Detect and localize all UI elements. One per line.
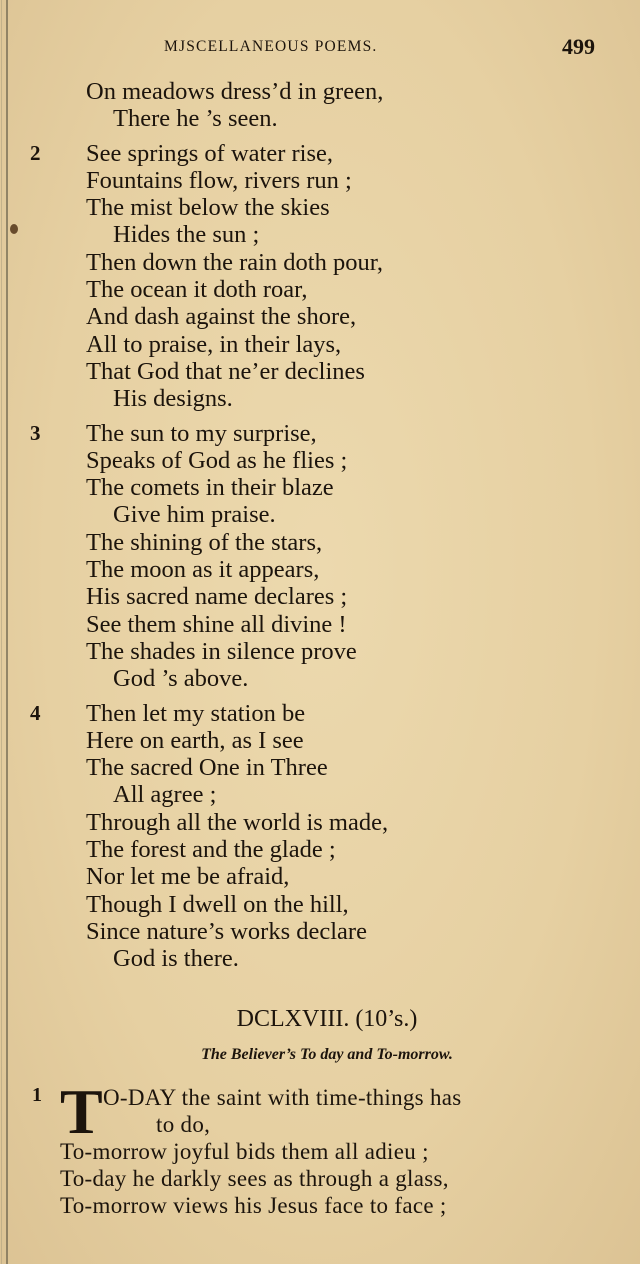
- verse-line: Since nature’s works declare: [86, 917, 367, 945]
- verse-line: To-day he darkly sees as through a glass,: [60, 1166, 449, 1191]
- verse-line: The sun to my surprise,: [86, 419, 317, 447]
- verse-line: God ’s above.: [113, 665, 249, 693]
- page-header: [0, 34, 640, 58]
- verse-line: The shining of the stars,: [86, 528, 323, 556]
- stanza: [0, 420, 640, 693]
- drop-cap: T: [60, 1076, 103, 1147]
- verse-line: All agree ;: [113, 781, 217, 809]
- hymn-title: DCLXVIII. (10’s.): [236, 1006, 418, 1032]
- stanza: [0, 78, 640, 133]
- verse-line: Here on earth, as I see: [86, 726, 304, 754]
- verse-line: The mist below the skies: [86, 194, 330, 222]
- verse-line: See springs of water rise,: [86, 139, 333, 167]
- poem: [0, 78, 640, 980]
- stanza-number: 4: [30, 700, 41, 725]
- verse-line: O-DAY the saint with time-things has: [103, 1085, 462, 1110]
- verse-line: Then down the rain doth pour,: [86, 248, 384, 276]
- verse-line: Then let my station be: [86, 699, 306, 727]
- verse-line: All to praise, in their lays,: [86, 330, 342, 358]
- stanza-number: 2: [30, 140, 41, 165]
- page-number: 499: [562, 34, 595, 59]
- verse-line: Nor let me be afraid,: [86, 863, 290, 891]
- verse-line: Through all the world is made,: [86, 808, 389, 836]
- verse-line: To-morrow views his Jesus face to face ;: [60, 1193, 447, 1218]
- verse-line: His sacred name declares ;: [86, 583, 348, 611]
- verse-line: The ocean it doth roar,: [86, 276, 308, 304]
- verse-line: That God that ne’er declines: [86, 357, 365, 385]
- verse-line: To-morrow joyful bids them all adieu ;: [60, 1139, 429, 1164]
- hymn-subtitle: The Believer’s To day and To-morrow.: [201, 1046, 453, 1063]
- verse-line: The forest and the glade ;: [86, 836, 336, 864]
- verse-line: His designs.: [113, 385, 233, 413]
- verse-line: Though I dwell on the hill,: [86, 890, 349, 918]
- verse-line: The comets in their blaze: [86, 474, 334, 502]
- verse-line: Fountains flow, rivers run ;: [86, 166, 352, 194]
- stanza: [0, 700, 640, 973]
- stanza-number: 1: [32, 1084, 42, 1106]
- verse-line: Speaks of God as he flies ;: [86, 446, 348, 474]
- verse-line: See them shine all divine !: [86, 610, 347, 638]
- verse-line: Hides the sun ;: [113, 221, 260, 249]
- verse-line: And dash against the shore,: [86, 303, 357, 331]
- stanza: [0, 140, 640, 413]
- verse-line: The moon as it appears,: [86, 556, 320, 584]
- verse-line: The shades in silence prove: [86, 637, 357, 665]
- verse-line: to do,: [156, 1112, 211, 1137]
- verse-line: God is there.: [113, 945, 239, 973]
- verse-line: On meadows dress’d in green,: [86, 78, 384, 105]
- stanza-number: 3: [30, 420, 41, 445]
- verse-line: There he ’s seen.: [113, 105, 278, 133]
- verse-line: Give him praise.: [113, 501, 276, 529]
- verse-line: The sacred One in Three: [86, 754, 328, 782]
- running-title: MJSCELLANEOUS POEMS.: [164, 38, 378, 55]
